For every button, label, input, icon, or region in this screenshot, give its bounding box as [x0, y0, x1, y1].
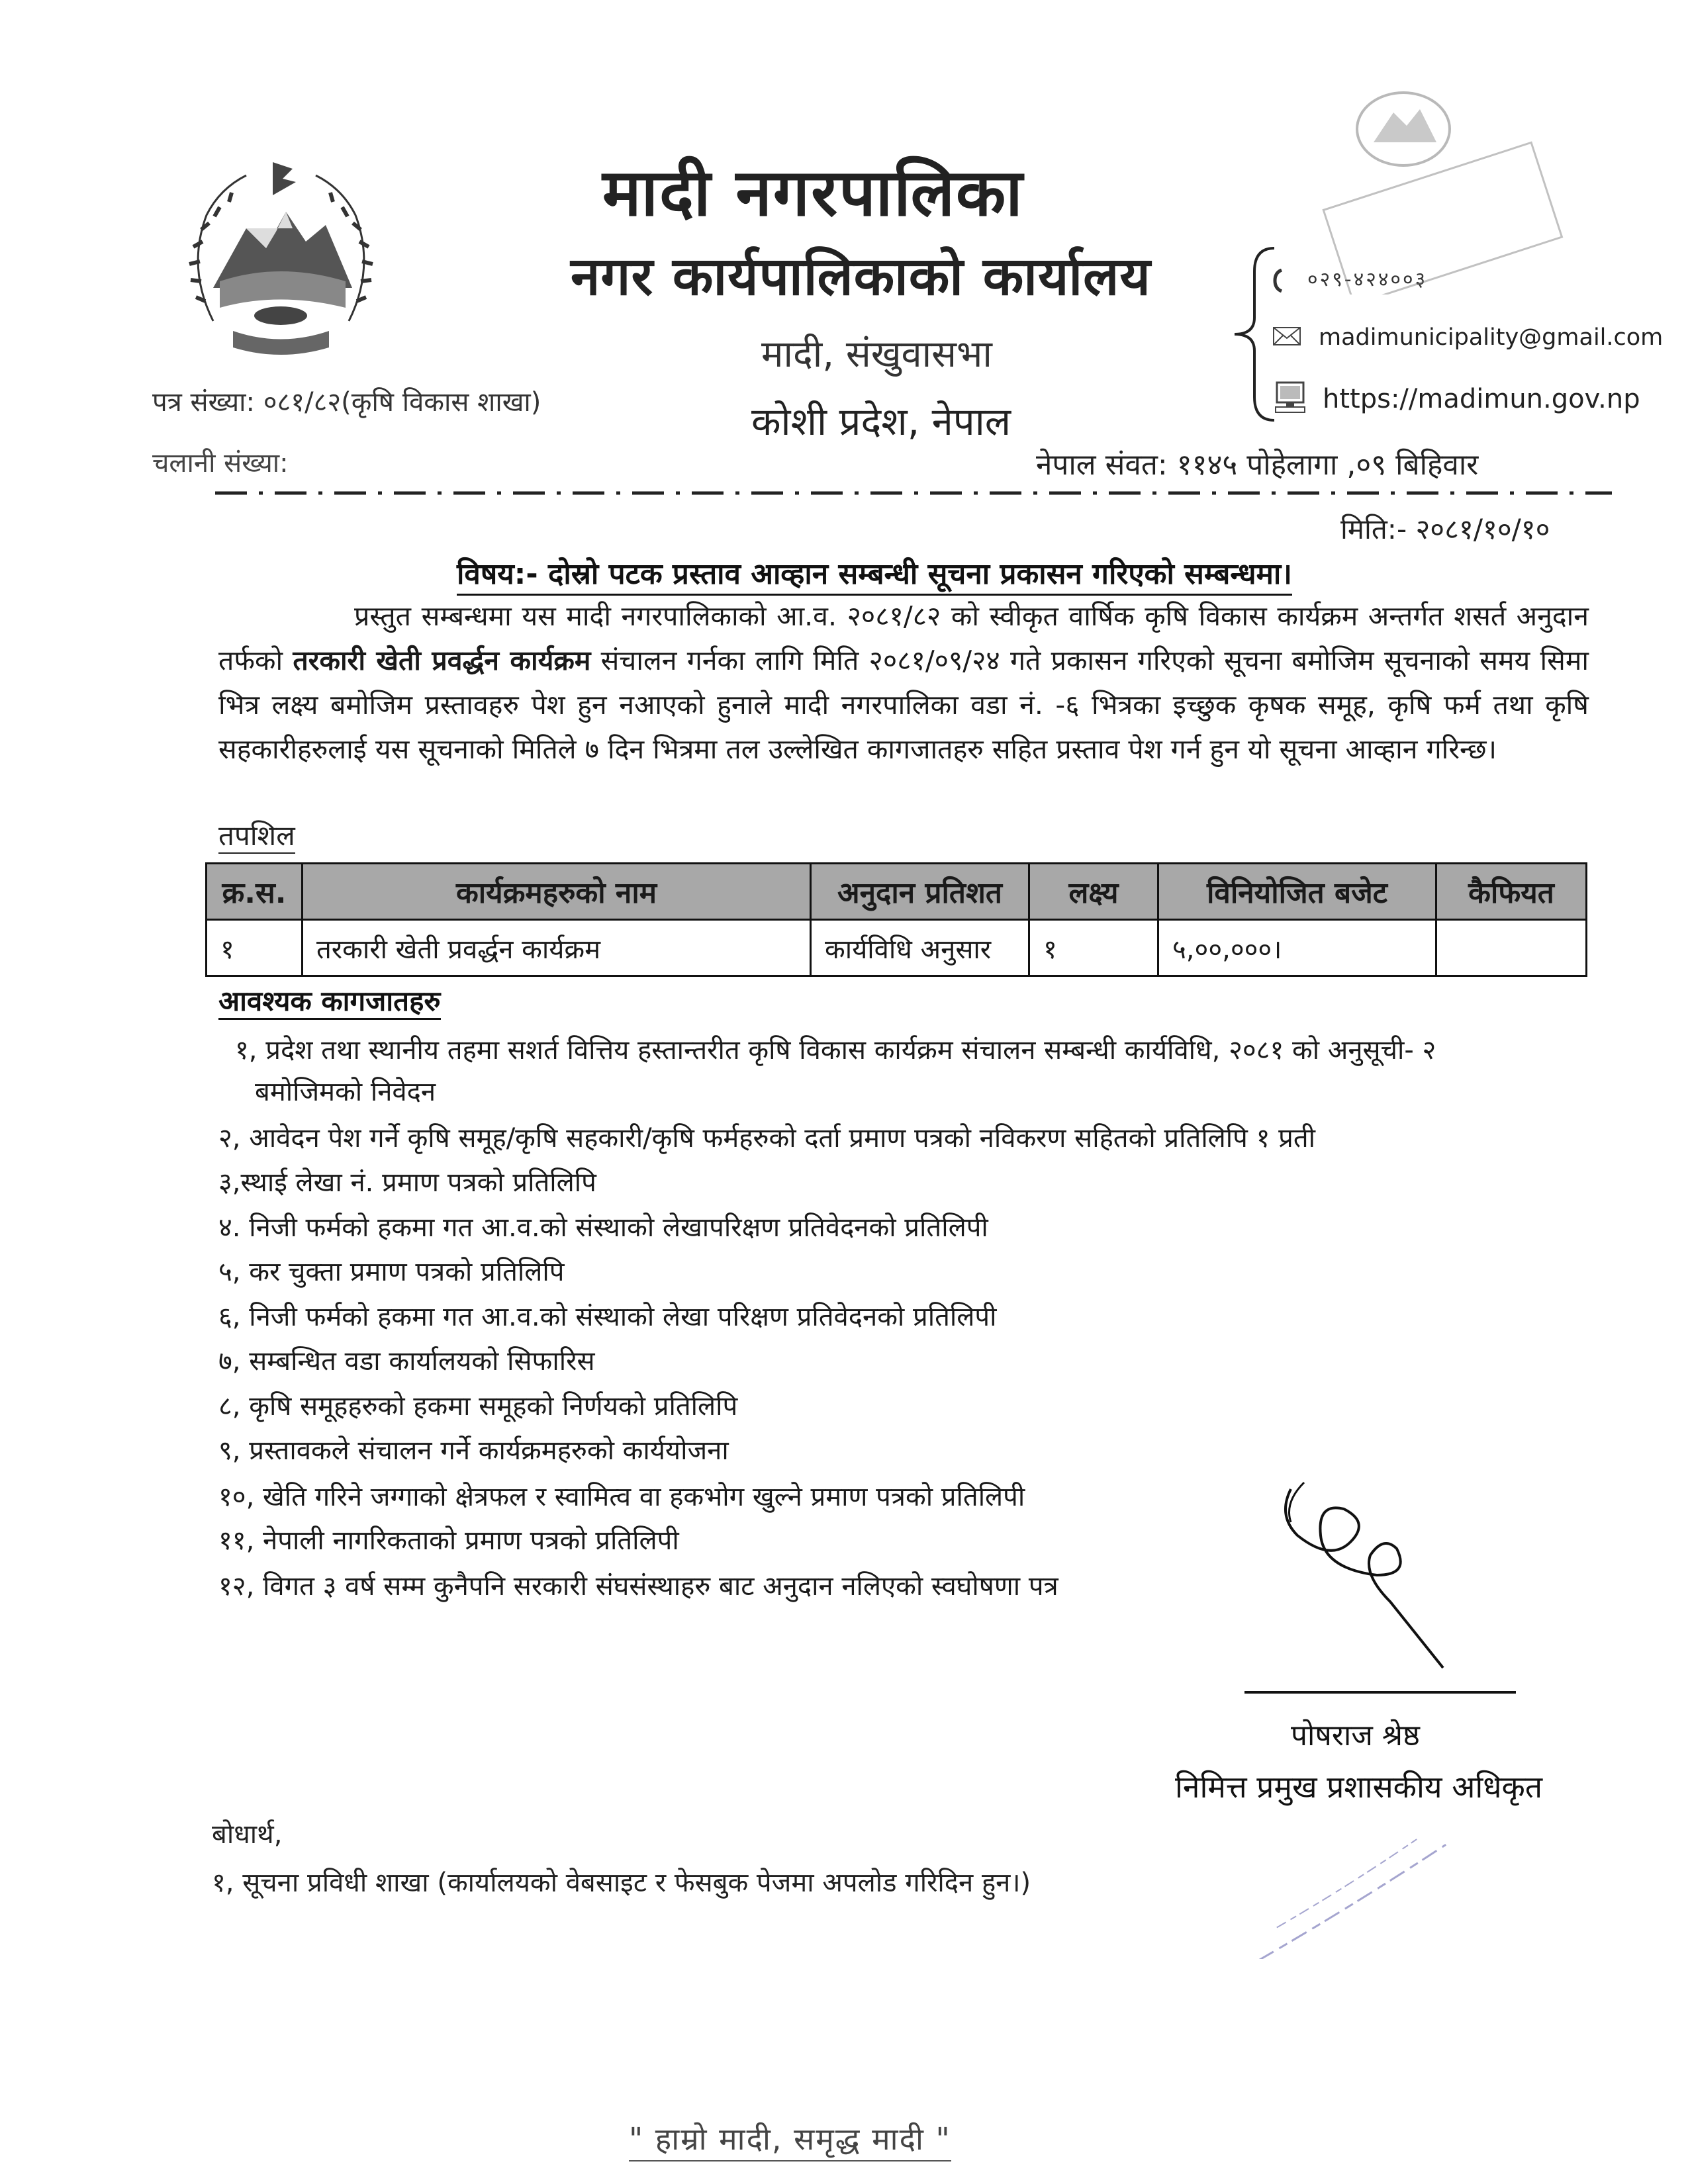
cell-target: १ [1029, 920, 1158, 976]
body-text-part2: संचालन गर्नका लागि मिति २०८१/०९/२४ गते प्रकासन गरिएको सूचना बमोजिम सूचनाको समय सिमा भित्र लक्ष्य बमोजिम प्रस्तावहरु पेश हुन नआएको हुनाले मादी नगरपालिका वडा नं. -६ भित्रका इच्छुक कृषक समूह, कृषि फर्म तथा कृषि सहकारीहरुलाई यस सूचनाको मितिले ७ दिन भित्रमा तल उल्लेखित कागजातहरु सहित प्रस्ताव पेश गर्न हुन यो सूचना आव्हान गरिन्छ। [218, 645, 1589, 765]
dispatch-number: चलानी संख्या: [152, 448, 289, 478]
list-item: बमोजिमको निवेदन [255, 1077, 436, 1107]
cell-grant-percent: कार्यविधि अनुसार [811, 920, 1029, 976]
documents-heading: आवश्यक कागजातहरु [218, 985, 441, 1020]
address-line-2: कोशी प्रदेश, नेपाल [751, 399, 1011, 444]
government-emblem-icon [173, 149, 389, 367]
body-paragraph [218, 594, 1589, 772]
table-header-row [207, 864, 1587, 920]
nepal-sambat-date: नेपाल संवत: ११४५ पोहेलागा ,०९ बिहिवार [1036, 448, 1479, 482]
phone-icon [1272, 269, 1286, 293]
office-name: नगर कार्यपालिकाको कार्यालय [571, 246, 1151, 307]
list-item: २, आवेदन पेश गर्ने कृषि समूह/कृषि सहकारी/कृषि फर्महरुको दर्ता प्रमाण पत्रको नविकरण सहितको प्रतिलिपि १ प्रती [218, 1123, 1316, 1154]
motto: " हाम्रो मादी, समृद्ध मादी " [629, 2118, 951, 2161]
cell-serial: १ [207, 920, 303, 976]
cc-item: १, सूचना प्रविधी शाखा (कार्यालयको वेबसाइट र फेसबुक पेजमा अपलोड गरिदिन हुन।) [212, 1868, 1031, 1898]
body-text-part1: प्रस्तुत सम्बन्धमा यस मादी नगरपालिकाको आ.व. २०८१/८२ को स्वीकृत वार्षिक कृषि विकास कार्यक्रम अन्तर्गत शसर्त अनुदान तर्फको [218, 600, 1589, 676]
list-item: १०, खेति गरिने जग्गाको क्षेत्रफल र स्वामित्व वा हकभोग खुल्ने प्रमाण पत्रको प्रतिलिपी [218, 1482, 1025, 1512]
list-item: १, प्रदेश तथा स्थानीय तहमा सशर्त वित्तिय हस्तान्तरीत कृषि विकास कार्यक्रम संचालन सम्बन्धी कार्यविधि, २०८१ को अनुसूची- २ [235, 1035, 1436, 1066]
letter-date: मिति:- २०८१/१०/१० [1340, 513, 1550, 545]
cc-label: बोधार्थ, [212, 1819, 283, 1850]
list-item: ९, प्रस्तावकले संचालन गर्ने कार्यक्रमहरुको कार्ययोजना [218, 1435, 729, 1466]
list-item: ७, सम्बन्धित वडा कार्यालयको सिफारिस [218, 1346, 595, 1377]
schedule-label: तपशिल [218, 819, 295, 854]
letter-number: पत्र संख्या: ०८१/८२(कृषि विकास शाखा) [152, 387, 541, 418]
header-serial: क्र.स. [207, 864, 303, 920]
computer-icon [1274, 381, 1306, 414]
address-line-1: मादी, संखुवासभा [761, 333, 992, 376]
header-divider [215, 483, 1612, 503]
body-highlight: तरकारी खेती प्रवर्द्धन कार्यक्रम [293, 645, 591, 676]
table-row [207, 920, 1587, 976]
contact-phone: ०२९-४२४००३ [1307, 268, 1428, 291]
header-remarks: कैफियत [1436, 864, 1587, 920]
programs-table [205, 862, 1587, 977]
header-grant-percent: अनुदान प्रतिशत [811, 864, 1029, 920]
subject-line: विषय:- दोस्रो पटक प्रस्ताव आव्हान सम्बन्धी सूचना प्रकासन गरिएको सम्बन्धमा। [457, 553, 1292, 596]
list-item: ४. निजी फर्मको हकमा गत आ.व.को संस्थाको लेखापरिक्षण प्रतिवेदनको प्रतिलिपी [218, 1212, 988, 1243]
cell-remarks [1436, 920, 1587, 976]
cell-program-name: तरकारी खेती प्रवर्द्धन कार्यक्रम [303, 920, 811, 976]
contact-website: https://madimun.gov.np [1323, 384, 1640, 414]
list-item: ५, कर चुक्ता प्रमाण पत्रको प्रतिलिपि [218, 1257, 565, 1287]
header-budget: विनियोजित बजेट [1158, 864, 1436, 920]
signer-name: पोषराज श्रेष्ठ [1291, 1719, 1420, 1752]
contact-email: madimunicipality@gmail.com [1319, 324, 1664, 351]
signer-title: निमित्त प्रमुख प्रशासकीय अधिकृत [1175, 1769, 1543, 1805]
header-program-name: कार्यक्रमहरुको नाम [303, 864, 811, 920]
signature-mark [1271, 1476, 1523, 1674]
organization-name: मादी नगरपालिका [602, 156, 1024, 231]
list-item: ३,स्थाई लेखा नं. प्रमाण पत्रको प्रतिलिपि [218, 1167, 596, 1198]
signature-line [1244, 1691, 1516, 1694]
header-target: लक्ष्य [1029, 864, 1158, 920]
official-stamp-icon [1231, 1833, 1470, 1959]
cell-budget: ५,००,०००। [1158, 920, 1436, 976]
list-item: ८, कृषि समूहहरुको हकमा समूहको निर्णयको प्रतिलिपि [218, 1391, 738, 1422]
office-seal-icon [1304, 83, 1569, 295]
list-item: ६, निजी फर्मको हकमा गत आ.व.को संस्थाको लेखा परिक्षण प्रतिवेदनको प्रतिलिपी [218, 1302, 997, 1332]
list-item: १२, विगत ३ वर्ष सम्म कुनैपनि सरकारी संघसंस्थाहरु बाट अनुदान नलिएको स्वघोषणा पत्र [218, 1571, 1058, 1602]
list-item: ११, नेपाली नागरिकताको प्रमाण पत्रको प्रतिलिपी [218, 1525, 679, 1556]
mail-icon [1272, 326, 1301, 346]
